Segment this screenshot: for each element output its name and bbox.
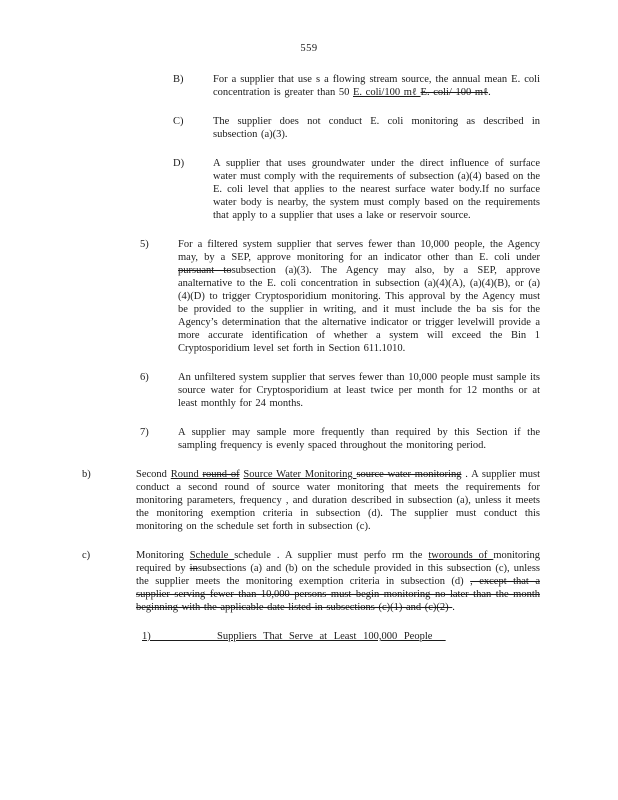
list-item xyxy=(173,157,540,222)
paragraph-text xyxy=(178,427,540,451)
text-run: . xyxy=(452,602,455,613)
text-run: A supplier that uses groundwater under the direct influence of surface water must comply with the requirements of subsection (a)(4) based on the E. coli level that applies to the nearest surface water body.If no surface water body is nearby, the system must comply based on the requirements that apply to a supplier that uses a lake or reservoir source. xyxy=(213,158,540,221)
text-run: Source Water Monitoring xyxy=(243,469,357,480)
text-run: For a filtered system supplier that serves fewer than 10,000 people, the Agency may, by a SEP, approve monitoring for an indicator other than E. coli under xyxy=(178,239,540,263)
text-run: round of xyxy=(202,469,240,480)
paragraph-text xyxy=(178,372,540,409)
item-label: b) xyxy=(82,469,91,480)
list-item xyxy=(82,549,540,614)
paragraph-text xyxy=(213,116,540,140)
text-run: For a supplier that use s a flowing stream source, the annual mean E. coli concentration is greater than 50 xyxy=(213,74,540,98)
paragraph-text xyxy=(213,74,540,98)
text-run: 1) Suppliers That Serve at Least 100,000 People xyxy=(142,631,446,642)
text-run: schedule . A supplier must perfo rm the xyxy=(234,550,429,561)
list-item xyxy=(173,73,540,99)
paragraph-text xyxy=(136,469,540,532)
text-run: . A supplier must conduct a second round of source water monitoring that meets the requirements for monitoring parameters, frequency , and duration described in subsection (a), unless it meets the monitoring exemption criteria in subsection (d). The supplier must conduct this monitoring on the schedule set forth in subsection (c). xyxy=(136,469,540,532)
item-label: 6) xyxy=(140,372,149,383)
item-label: C) xyxy=(173,116,184,127)
text-run: E. coli/100 mℓ xyxy=(353,87,421,98)
text-run: subsection (a)(3). The Agency may also, by a SEP, approve analternative to the E. coli concentration in subsection (a)(4)(A), (a)(4)(B), or (a)(4)(D) to trigger Cryptosporidium monitoring. This approval by the Agency must be provided to the supplier in writing, and it must include the ba sis for the Agency’s determination that the alternative indicator or trigger levelwill provide a more accurate identification of whether a system will exceed the Bin 1 Cryptosporidium level set forth in Section 611.1010. xyxy=(178,265,540,354)
text-run: Schedule xyxy=(189,550,235,561)
list-item xyxy=(142,630,582,643)
text-run: in xyxy=(189,563,198,574)
text-run: , except that a supplier serving fewer than 10,000 persons must begin monitoring no later than the month beginning with the applicable date listed in subsections (c)(1) and (c)(2) xyxy=(136,576,540,613)
list-item xyxy=(140,371,540,410)
page-number: 559 xyxy=(300,43,318,54)
text-run: The supplier does not conduct E. coli monitoring as described in subsection (a)(3). xyxy=(213,116,540,140)
paragraph-text xyxy=(142,631,446,642)
list-item xyxy=(173,115,540,141)
text-run: . xyxy=(488,87,491,98)
paragraph-text xyxy=(136,550,540,613)
text-run: E. coli/ 100 mℓ xyxy=(420,87,489,98)
list-item xyxy=(140,238,540,355)
text-run: monitoring required by xyxy=(136,550,540,574)
paragraph-text xyxy=(178,239,540,354)
text-run: tworounds of xyxy=(428,550,494,561)
item-label: B) xyxy=(173,74,184,85)
text-run: Monitoring xyxy=(136,550,190,561)
list-item xyxy=(82,468,540,533)
text-run: A supplier may sample more frequently than required by this Section if the sampling frequency is evenly spaced throughout the monitoring period. xyxy=(178,427,540,451)
document-body xyxy=(0,73,618,643)
text-run: subsections (a) and (b) on the schedule provided in this subsection (c), unless the supplier meets the monitoring exemption criteria in subsection (d) xyxy=(136,563,540,587)
list-item xyxy=(140,426,540,452)
text-run: An unfiltered system supplier that serves fewer than 10,000 people must sample its source water for Cryptosporidium at least twice per month for 12 months or at least monthly for 24 months. xyxy=(178,372,540,409)
text-run: Second xyxy=(136,469,171,480)
text-run: Round xyxy=(170,469,203,480)
text-run: pursuant to xyxy=(178,265,232,276)
item-label: c) xyxy=(82,550,91,561)
item-label: 7) xyxy=(140,427,149,438)
item-label: 5) xyxy=(140,239,149,250)
paragraph-text xyxy=(213,158,540,221)
text-run: source water monitoring xyxy=(356,469,462,480)
item-label: D) xyxy=(173,158,185,169)
